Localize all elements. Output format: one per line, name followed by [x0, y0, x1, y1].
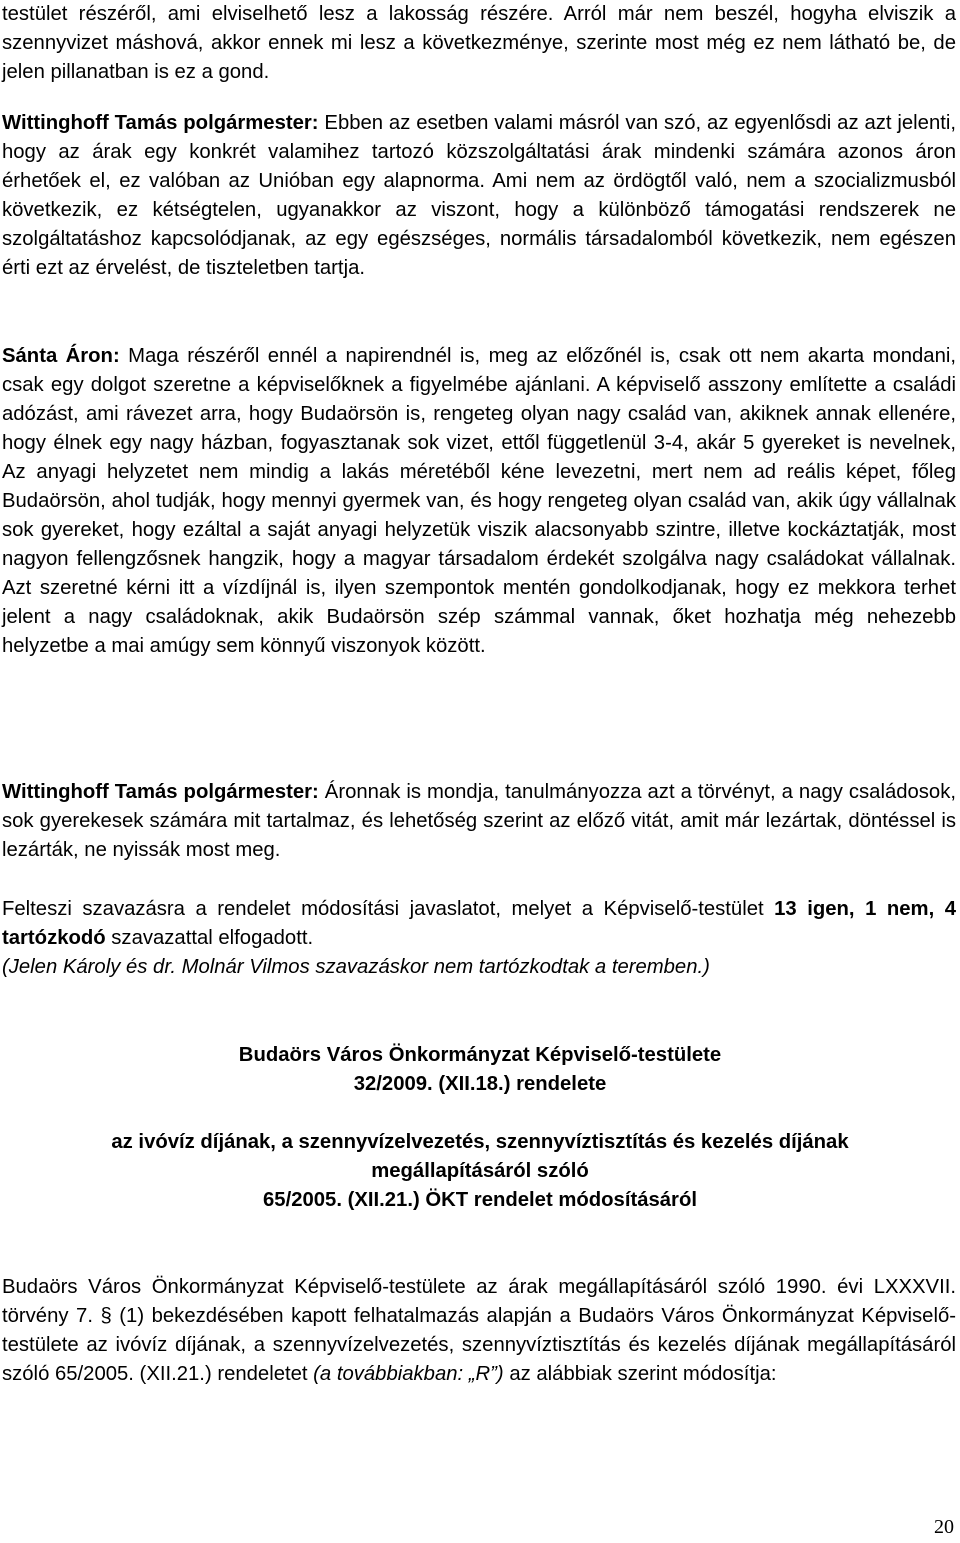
enactment-text: Budaörs Város Önkormányzat Képviselő-testülete az árak megállapításáról szóló 1990. évi LXXXVII. törvény 7. § (1) bekezdésében kapott felhatalmazás alapján a Budaörs Város Önkormányzat Képviselő-testülete az ivóvíz díjának, a szennyvízelvezetés, szennyvíztisztítás és kezelés díjának megállapításáról szóló 65/2005. (XII.21.) rendeletet	[2, 1276, 956, 1385]
vote-text-post: szavazattal elfogadott.	[105, 927, 314, 949]
paragraph-enactment	[2, 1273, 956, 1389]
heading-line-2: 32/2009. (XII.18.) rendelete	[353, 1073, 607, 1095]
heading-line-1: Budaörs Város Önkormányzat Képviselő-testülete	[238, 1044, 722, 1066]
enactment-tail: az alábbiak szerint módosítja:	[503, 1363, 777, 1385]
speaker-name: Wittinghoff Tamás polgármester:	[2, 112, 319, 134]
speaker-name: Wittinghoff Tamás polgármester:	[2, 781, 319, 803]
paragraph-mayor-2	[2, 778, 956, 865]
page-number: 20	[934, 1516, 954, 1538]
vote-result: 13 igen, 1 nem, 4 tartózkodó	[2, 898, 956, 949]
paragraph-intro: testület részéről, ami elviselhető lesz a lakosság részére. Arról már nem beszél, hogyha elviszik a szennyvizet máshová, akkor ennek mi lesz a következménye, szerinte most még ez nem látható be, de jelen pillanatban is ez a gond.	[2, 3, 956, 83]
heading-line-3: az ivóvíz díjának, a szennyvízelvezetés, szennyvíztisztítás és kezelés díjának	[111, 1131, 849, 1153]
heading-line-4: megállapításáról szóló	[371, 1160, 589, 1182]
speech-text: Áronnak is mondja, tanulmányozza azt a törvényt, a nagy családosok, sok gyerekesek számára mit tartalmaz, és lehetőség szerint az előző vitát, amit már lezártak, döntéssel is lezárták, ne nyissák most meg.	[2, 781, 956, 861]
paragraph-vote	[2, 895, 956, 982]
enactment-italic: (a továbbiakban: „R”)	[313, 1363, 504, 1385]
paragraph-santa-aron	[2, 342, 956, 661]
speaker-name: Sánta Áron:	[2, 345, 120, 367]
vote-text-pre: Felteszi szavazásra a rendelet módosítási javaslatot, melyet a Képviselő-testület	[2, 898, 775, 920]
heading-line-5: 65/2005. (XII.21.) ÖKT rendelet módosításáról	[263, 1189, 697, 1211]
paragraph-mayor-1	[2, 109, 956, 283]
speech-text: Ebben az esetben valami másról van szó, az egyenlősdi az azt jelenti, hogy az árak egy konkrét valamihez tartozó közszolgáltatási árak mindenki számára azonos áron érhetőek el, ez valóban az Unióban egy alapnorma. Ami nem az ördögtől való, nem a szocializmusból következik, ez kétségtelen, ugyanakkor az viszont, hogy a különböző támogatási rendszerek ne szolgáltatáshoz kapcsolódjanak, az egy egészséges, normális társadalomból következik, nem egészen érti ezt az érvelést, de tiszteletben tartja.	[2, 112, 957, 279]
speech-text: Maga részéről ennél a napirendnél is, meg az előzőnél is, csak ott nem akarta mondani, csak egy dolgot szeretne a képviselőknek a figyelmébe ajánlani. A képviselő asszony említette a családi adózást, ami rávezet arra, hogy Budaörsön is, rengeteg olyan nagy család van, akiknek annak ellenére, hogy élnek egy nagy házban, fogyasztanak sok vizet, ettől függetlenül 3-4, akár 5 gyereket is nevelnek, Az anyagi helyzetet nem mindig a lakás méretéből kéne levezetni, mert nem ad reális képet, főleg Budaörsön, ahol tudják, hogy mennyi gyermek van, és hogy rengeteg olyan család van, akik úgy vállalnak sok gyereket, hogy ezáltal a saját anyagi helyzetük viszik alacsonyabb szintre, illetve kockáztatják, most nagyon fellengzősnek hangzik, hogy a magyar társadalom érdekét szolgálva nagy családokat vállalnak. Azt szeretné kérni itt a vízdíjnál is, ilyen szempontok mentén gondolkodjanak, hogy ez mekkora terhet jelent a nagy családoknak, akik Budaörsön szép számmal vannak, őket hozhatja még nehezebb helyzetbe a mai amúgy sem könnyű viszonyok között.	[2, 345, 956, 657]
vote-note: (Jelen Károly és dr. Molnár Vilmos szavazáskor nem tartózkodtak a teremben.)	[2, 956, 710, 978]
